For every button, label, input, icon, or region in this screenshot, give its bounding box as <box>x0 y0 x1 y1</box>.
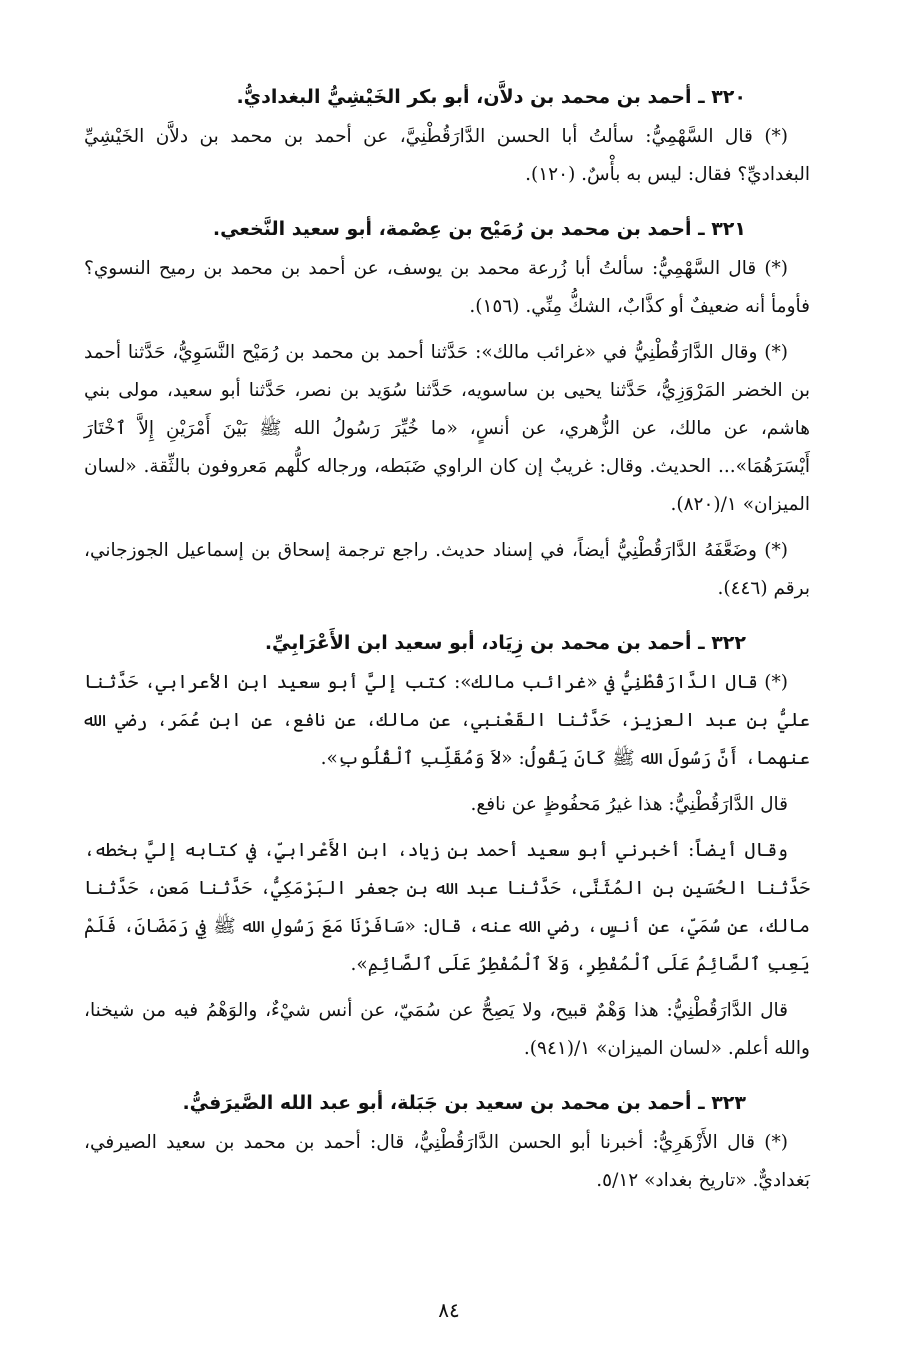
entry-heading: ٣٢٠ ـ أحمد بن محمد بن دلاَّن، أبو بكر الخَيْشِيُّ البغداديُّ. <box>236 86 746 108</box>
entry-323 <box>84 1086 810 1200</box>
page-number: ٨٤ <box>438 1298 460 1322</box>
entry-paragraph: وقال أيضاً: أخبرني أبو سعيد أحمد بن زياد، ابن الأَعْرابيِّ، في كتابه إليَّ بخطه، حَدَّثنا الحُسَين بن المُثَنَّى، حَدَّثنا عبد الله بن جعفر البَرْمَكِيُّ، حَدَّثنا مَعن، حَدَّثنا مالك، عن سُمَيّ، عن أنسٍ، رضي الله عنه، قال: «سَافَرْنَا مَعَ رَسُولِ الله ﷺ فِي رَمَضَانَ، فَلَمْ يَعِبِ ٱلصَّائِمُ عَلَى ٱلْمُفْطِرِ، وَلاَ ٱلْمُفْطِرُ عَلَى ٱلصَّائِمِ». <box>84 840 810 975</box>
entry-paragraph: (*) قال السَّهْمِيُّ: سألتُ أبا الحسن الدَّارَقُطْنِيَّ، عن أحمد بن محمد بن دلاَّن الخَيْشِيِّ البغداديِّ؟ فقال: ليس به بأْسٌ. (١٢٠). <box>84 126 810 185</box>
entry-paragraph: (*) وضَعَّفَهُ الدَّارَقُطْنِيُّ أيضاً، في إسناد حديث. راجع ترجمة إسحاق بن إسماعيل الجوزجاني، برقم (٤٤٦). <box>84 540 810 599</box>
entry-paragraph: (*) قال الدَّارَقُطْنِيُّ في «غرائب مالك»: كتب إليَّ أبو سعيد ابن الأعرابي، حَدَّثنا عليُّ بن عبد العزيز، حَدَّثنا القَعْنبي، عن مالك، عن نافع، عن ابن عُمَر، رضي الله عنهما، أَنَّ رَسُولَ الله ﷺ كَانَ يَقُولُ: «لاَ وَمُقَلِّبِ ٱلْقُلُوبِ». <box>84 672 810 769</box>
entry-320 <box>84 80 810 194</box>
entry-paragraph: (*) قال الأَزْهَرِيُّ: أخبرنا أبو الحسن الدَّارَقُطْنِيُّ، قال: أحمد بن محمد بن سعيد الصيرفي، بَغداديٌّ. «تاريخ بغداد» ٥/١٢. <box>84 1132 810 1191</box>
entry-321 <box>84 212 810 608</box>
entry-paragraph: قال الدَّارَقُطْنِيُّ: هذا وَهْمٌ قبيح، ولا يَصِحُّ عن سُمَيّ، عن أنس شيْءٌ، والوَهْمُ فيه من شيخنا، والله أعلم. «لسان الميزان» ١/(٩٤١). <box>84 1000 810 1059</box>
entry-paragraph: قال الدَّارَقُطْنِيُّ: هذا غيرُ مَحفُوظٍ عن نافع. <box>470 794 788 815</box>
entry-heading: ٣٢٣ ـ أحمد بن محمد بن سعيد بن جَبَلة، أبو عبد الله الصَّيرَفيُّ. <box>182 1092 746 1114</box>
entry-paragraph: (*) قال السَّهْمِيُّ: سألتُ أبا زُرعة محمد بن يوسف، عن أحمد بن محمد بن رميح النسوي؟ فأومأ أنه ضعيفٌ أو كذَّابٌ، الشكُّ مِنِّي. (١٥٦). <box>84 258 810 317</box>
entry-322 <box>84 626 810 1068</box>
entry-heading: ٣٢١ ـ أحمد بن محمد بن رُمَيْح بن عِصْمة، أبو سعيد النَّخعي. <box>212 218 746 240</box>
entry-heading: ٣٢٢ ـ أحمد بن محمد بن زِيَاد، أبو سعيد ابن الأَعْرَابِيِّ. <box>264 632 746 654</box>
entry-paragraph: (*) وقال الدَّارَقُطْنِيُّ في «غرائب مالك»: حَدَّثنا أحمد بن محمد بن رُمَيْح النَّسَوِيُّ، حَدَّثنا أحمد بن الخضر المَرْوَزِيُّ، حَدَّثنا يحيى بن ساسويه، حَدَّثنا سُوَيد بن نصر، حَدَّثنا أبو سعيد، مولى بني هاشم، عن مالك، عن الزُّهري، عن أنسٍ، «ما خُيِّرَ رَسُولُ الله ﷺ بَيْنَ أَمْرَيْنِ إِلاَّ ٱخْتَارَ أَيْسَرَهُمَا»... الحديث. وقال: غريبٌ إن كان الراوي ضَبَطه، ورجاله كلُّهم مَعروفون بالثِّقة. «لسان الميزان» ١/(٨٢٠). <box>84 342 810 515</box>
